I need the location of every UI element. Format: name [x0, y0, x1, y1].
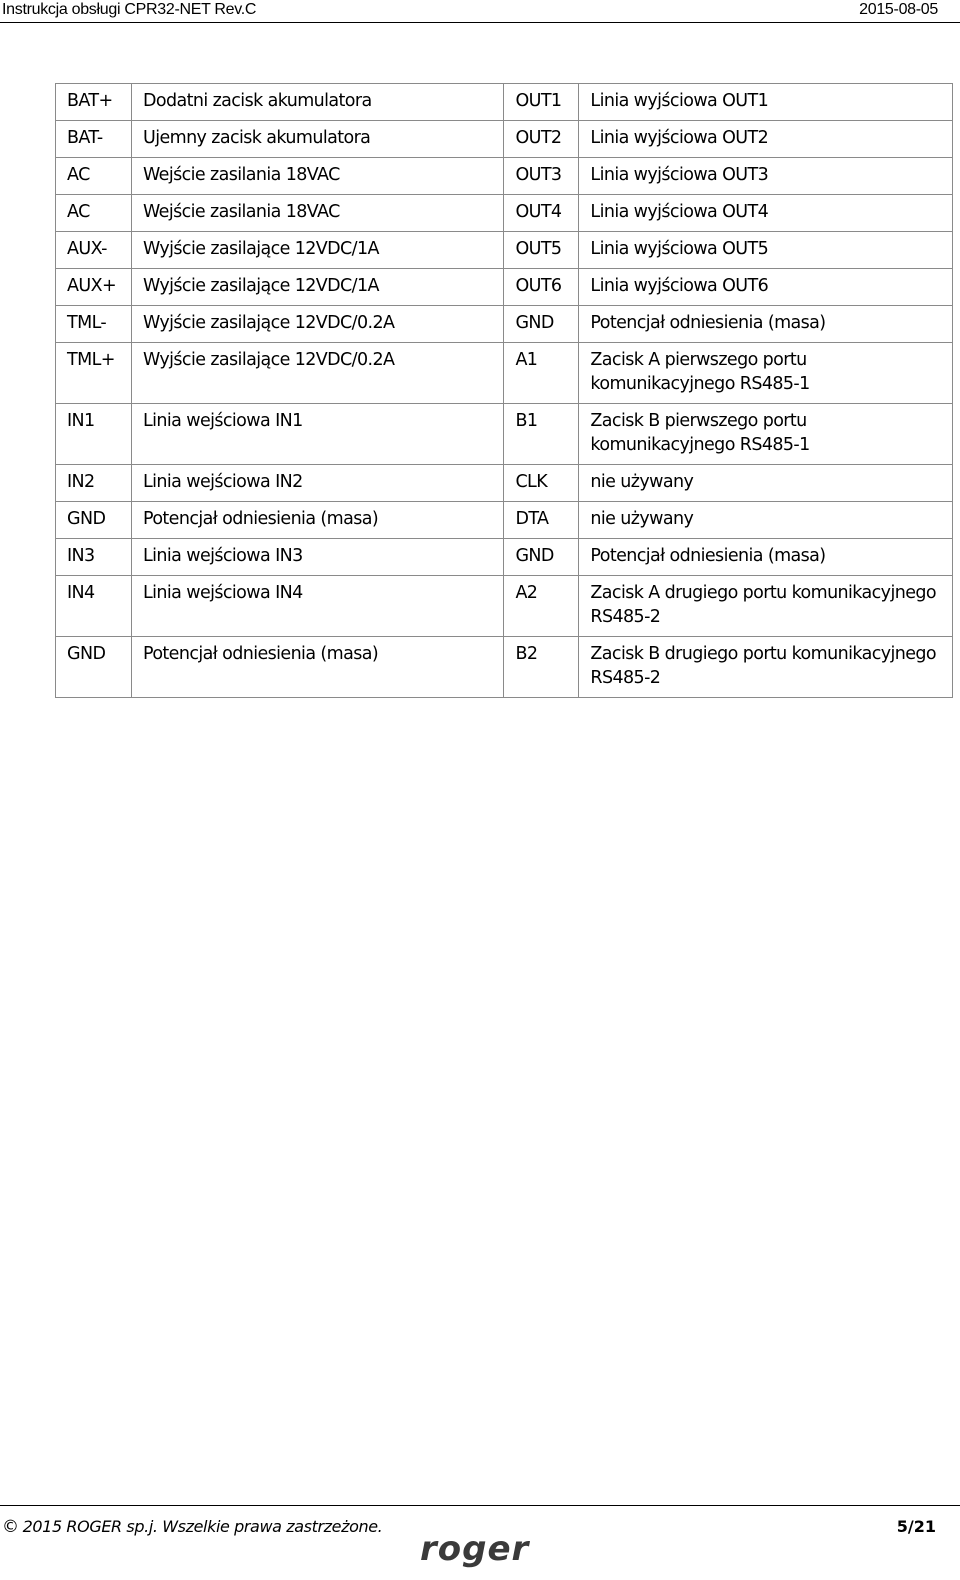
- terminal-name-cell: IN4: [56, 576, 132, 637]
- terminal-name-cell: GND: [504, 306, 579, 343]
- terminal-description-cell: Wyjście zasilające 12VDC/0.2A: [131, 343, 503, 404]
- terminal-name-cell: BAT+: [56, 84, 132, 121]
- terminal-description-cell: Linia wyjściowa OUT6: [579, 269, 953, 306]
- header-divider: [0, 22, 960, 23]
- terminal-name-cell: BAT-: [56, 121, 132, 158]
- copyright-text: 2015 ROGER sp.j. Wszelkie prawa zastrzeżone.: [22, 1517, 383, 1536]
- terminal-description-cell: Linia wejściowa IN4: [131, 576, 503, 637]
- terminal-description-cell: Potencjał odniesienia (masa): [579, 306, 953, 343]
- terminal-name-cell: B1: [504, 404, 579, 465]
- terminal-description-cell: Zacisk B drugiego portu komunikacyjnego RS485-2: [579, 637, 953, 698]
- roger-logo: roger: [420, 1529, 530, 1569]
- terminal-name-cell: B2: [504, 637, 579, 698]
- table-row: [56, 343, 953, 404]
- terminal-name-cell: GND: [56, 637, 132, 698]
- terminal-description-cell: Potencjał odniesienia (masa): [131, 637, 503, 698]
- table-row: [56, 158, 953, 195]
- terminal-description-cell: Linia wejściowa IN1: [131, 404, 503, 465]
- table-row: [56, 539, 953, 576]
- terminal-name-cell: OUT2: [504, 121, 579, 158]
- table-row: [56, 195, 953, 232]
- terminal-description-cell: Zacisk A drugiego portu komunikacyjnego RS485-2: [579, 576, 953, 637]
- terminal-name-cell: DTA: [504, 502, 579, 539]
- terminal-description-cell: Wyjście zasilające 12VDC/1A: [131, 232, 503, 269]
- terminal-description-cell: Linia wejściowa IN3: [131, 539, 503, 576]
- terminal-description-cell: Linia wyjściowa OUT1: [579, 84, 953, 121]
- terminal-description-cell: Dodatni zacisk akumulatora: [131, 84, 503, 121]
- terminal-name-cell: GND: [504, 539, 579, 576]
- table-row: [56, 84, 953, 121]
- terminal-name-cell: IN3: [56, 539, 132, 576]
- terminal-description-cell: Wyjście zasilające 12VDC/0.2A: [131, 306, 503, 343]
- page-header: [0, 0, 960, 22]
- terminal-name-cell: OUT1: [504, 84, 579, 121]
- terminal-name-cell: IN2: [56, 465, 132, 502]
- terminal-name-cell: AUX+: [56, 269, 132, 306]
- document-date: 2015-08-05: [859, 1, 938, 18]
- copyright-symbol: ©: [2, 1517, 19, 1537]
- terminal-name-cell: AC: [56, 195, 132, 232]
- page-number: 5/21: [896, 1517, 936, 1536]
- page-footer: [0, 1505, 960, 1580]
- terminal-name-cell: AC: [56, 158, 132, 195]
- document-title: Instrukcja obsługi CPR32-NET Rev.C: [2, 1, 257, 18]
- terminal-description-cell: Wejście zasilania 18VAC: [131, 195, 503, 232]
- terminal-name-cell: TML-: [56, 306, 132, 343]
- terminals-table: [55, 83, 953, 698]
- terminal-name-cell: IN1: [56, 404, 132, 465]
- terminal-name-cell: OUT4: [504, 195, 579, 232]
- terminal-name-cell: AUX-: [56, 232, 132, 269]
- terminal-name-cell: OUT5: [504, 232, 579, 269]
- terminal-description-cell: Zacisk A pierwszego portu komunikacyjnego RS485-1: [579, 343, 953, 404]
- terminal-description-cell: Wejście zasilania 18VAC: [131, 158, 503, 195]
- table-row: [56, 404, 953, 465]
- table-row: [56, 269, 953, 306]
- table-row: [56, 637, 953, 698]
- terminal-name-cell: A1: [504, 343, 579, 404]
- terminals-table-body: [56, 84, 953, 698]
- table-row: [56, 465, 953, 502]
- table-row: [56, 306, 953, 343]
- table-row: [56, 121, 953, 158]
- terminal-description-cell: Potencjał odniesienia (masa): [579, 539, 953, 576]
- terminal-description-cell: Ujemny zacisk akumulatora: [131, 121, 503, 158]
- terminal-name-cell: A2: [504, 576, 579, 637]
- terminal-description-cell: Linia wyjściowa OUT3: [579, 158, 953, 195]
- terminal-description-cell: Linia wyjściowa OUT2: [579, 121, 953, 158]
- terminal-name-cell: OUT6: [504, 269, 579, 306]
- terminal-description-cell: Zacisk B pierwszego portu komunikacyjnego RS485-1: [579, 404, 953, 465]
- table-row: [56, 232, 953, 269]
- terminal-description-cell: Wyjście zasilające 12VDC/1A: [131, 269, 503, 306]
- table-row: [56, 576, 953, 637]
- terminal-description-cell: nie używany: [579, 465, 953, 502]
- terminal-name-cell: OUT3: [504, 158, 579, 195]
- terminal-name-cell: TML+: [56, 343, 132, 404]
- terminal-description-cell: Linia wejściowa IN2: [131, 465, 503, 502]
- footer-divider: [0, 1505, 960, 1506]
- table-row: [56, 502, 953, 539]
- terminal-description-cell: Linia wyjściowa OUT5: [579, 232, 953, 269]
- terminal-description-cell: Potencjał odniesienia (masa): [131, 502, 503, 539]
- terminal-description-cell: nie używany: [579, 502, 953, 539]
- terminal-description-cell: Linia wyjściowa OUT4: [579, 195, 953, 232]
- terminal-name-cell: GND: [56, 502, 132, 539]
- copyright-notice: [2, 1517, 382, 1537]
- terminal-name-cell: CLK: [504, 465, 579, 502]
